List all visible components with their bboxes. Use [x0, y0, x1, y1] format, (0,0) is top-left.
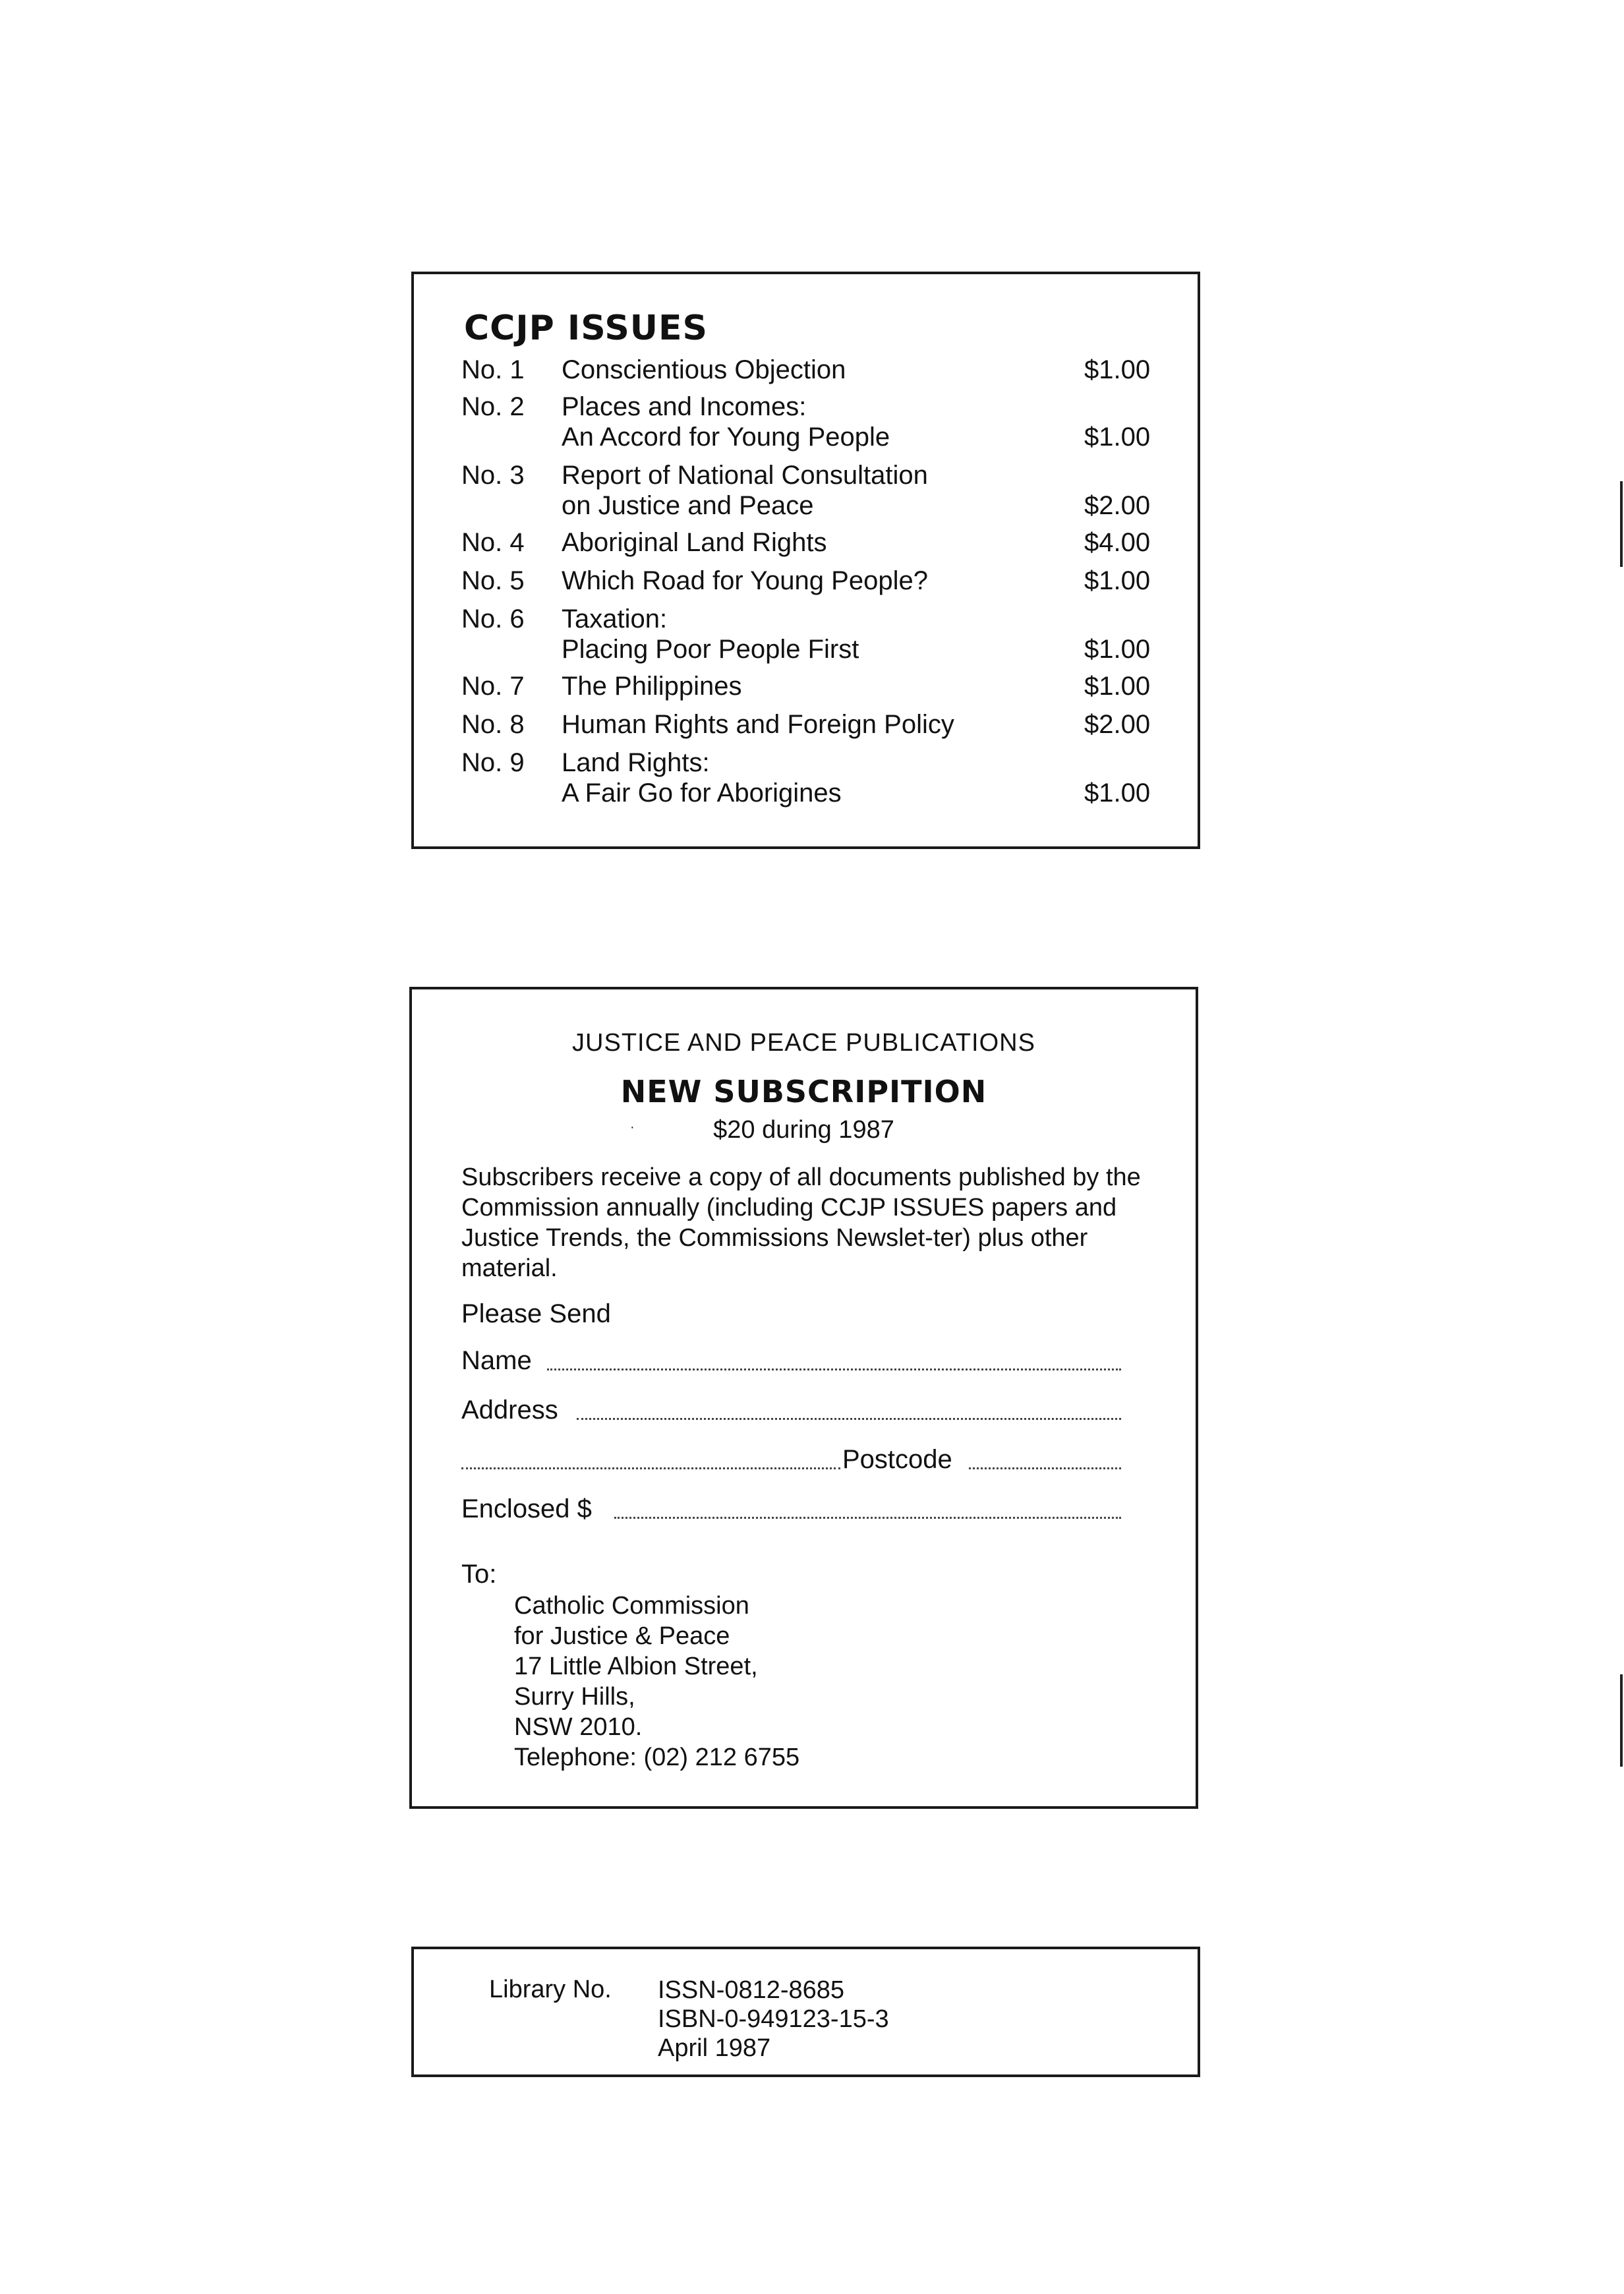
- issue-title: A Fair Go for Aborigines: [562, 779, 842, 808]
- enclosed-input-line[interactable]: [614, 1517, 1121, 1519]
- name-field[interactable]: [461, 1345, 1121, 1378]
- address-line: 17 Little Albion Street,: [514, 1653, 758, 1680]
- enclosed-field[interactable]: [461, 1494, 1121, 1527]
- address-line-2-input[interactable]: [461, 1467, 840, 1469]
- issue-price: $2.00: [1084, 491, 1151, 520]
- address-line-2-field[interactable]: [461, 1444, 1121, 1477]
- library-label: Library No.: [489, 1976, 612, 2003]
- issue-number: No. 5: [461, 566, 525, 595]
- address-line: Catholic Commission: [514, 1592, 749, 1620]
- name-input-line[interactable]: [547, 1368, 1121, 1370]
- subscription-form-box: [409, 987, 1198, 1809]
- scan-edge-mark: [1620, 481, 1623, 567]
- address-label: Address: [461, 1396, 558, 1425]
- library-info-box: [411, 1947, 1200, 2077]
- issue-price: $1.00: [1084, 566, 1151, 595]
- issue-title: Human Rights and Foreign Policy: [562, 710, 954, 739]
- address-field[interactable]: [461, 1395, 1121, 1428]
- issue-title: An Accord for Young People: [562, 423, 890, 452]
- enclosed-label: Enclosed $: [461, 1494, 592, 1523]
- to-label: To:: [461, 1560, 497, 1589]
- issue-price: $1.00: [1084, 672, 1151, 701]
- name-label: Name: [461, 1346, 532, 1375]
- issue-title: Placing Poor People First: [562, 635, 859, 664]
- issue-title: Report of National Consultation: [562, 461, 928, 490]
- issues-heading: CCJP ISSUES: [464, 309, 708, 348]
- issue-price: $1.00: [1084, 355, 1151, 384]
- address-line: Telephone: (02) 212 6755: [514, 1744, 800, 1771]
- subscription-description: Subscribers receive a copy of all documents published by the Commission annually (including CCJP ISSUES papers and Justice Trends, the Commissions Newslet-ter) plus other material.: [461, 1163, 1141, 1282]
- address-line: NSW 2010.: [514, 1713, 643, 1741]
- issue-title: Aboriginal Land Rights: [562, 528, 827, 557]
- issue-title: Which Road for Young People?: [562, 566, 928, 595]
- issue-price: $1.00: [1084, 779, 1151, 808]
- library-values: [658, 1976, 889, 2063]
- address-line: Surry Hills,: [514, 1683, 635, 1711]
- publisher-heading: JUSTICE AND PEACE PUBLICATIONS: [572, 1029, 1035, 1057]
- issue-price: $4.00: [1084, 528, 1151, 557]
- stray-mark: ·: [630, 1120, 635, 1134]
- issue-number: No. 6: [461, 604, 525, 633]
- issue-number: No. 9: [461, 748, 525, 777]
- issue-number: No. 7: [461, 672, 525, 701]
- publication-date: April 1987: [658, 2034, 771, 2062]
- ccjp-issues-box: [411, 272, 1200, 849]
- issue-number: No. 4: [461, 528, 525, 557]
- issue-number: No. 1: [461, 355, 525, 384]
- issue-price: $1.00: [1084, 635, 1151, 664]
- subscription-title: NEW SUBSCRIPITION: [620, 1074, 987, 1109]
- issue-number: No. 3: [461, 461, 525, 490]
- mailing-address: [514, 1591, 799, 1773]
- issue-price: $2.00: [1084, 710, 1151, 739]
- issue-price: $1.00: [1084, 423, 1151, 452]
- issue-number: No. 8: [461, 710, 525, 739]
- isbn-number: ISBN-0-949123-15-3: [658, 2005, 889, 2033]
- issn-number: ISSN-0812-8685: [658, 1976, 845, 2004]
- issue-title: on Justice and Peace: [562, 491, 814, 520]
- subscription-price: $20 during 1987: [713, 1116, 894, 1144]
- issue-title: Conscientious Objection: [562, 355, 846, 384]
- postcode-input-line[interactable]: [969, 1467, 1121, 1469]
- address-line: for Justice & Peace: [514, 1622, 730, 1650]
- issue-title: Taxation:: [562, 604, 668, 633]
- issue-title: The Philippines: [562, 672, 742, 701]
- issue-number: No. 2: [461, 392, 525, 421]
- address-input-line[interactable]: [577, 1418, 1121, 1420]
- scan-edge-mark: [1620, 1674, 1623, 1767]
- please-send-label: Please Send: [461, 1299, 611, 1328]
- issue-title: Land Rights:: [562, 748, 710, 777]
- issue-title: Places and Incomes:: [562, 392, 807, 421]
- postcode-label: Postcode: [842, 1445, 952, 1474]
